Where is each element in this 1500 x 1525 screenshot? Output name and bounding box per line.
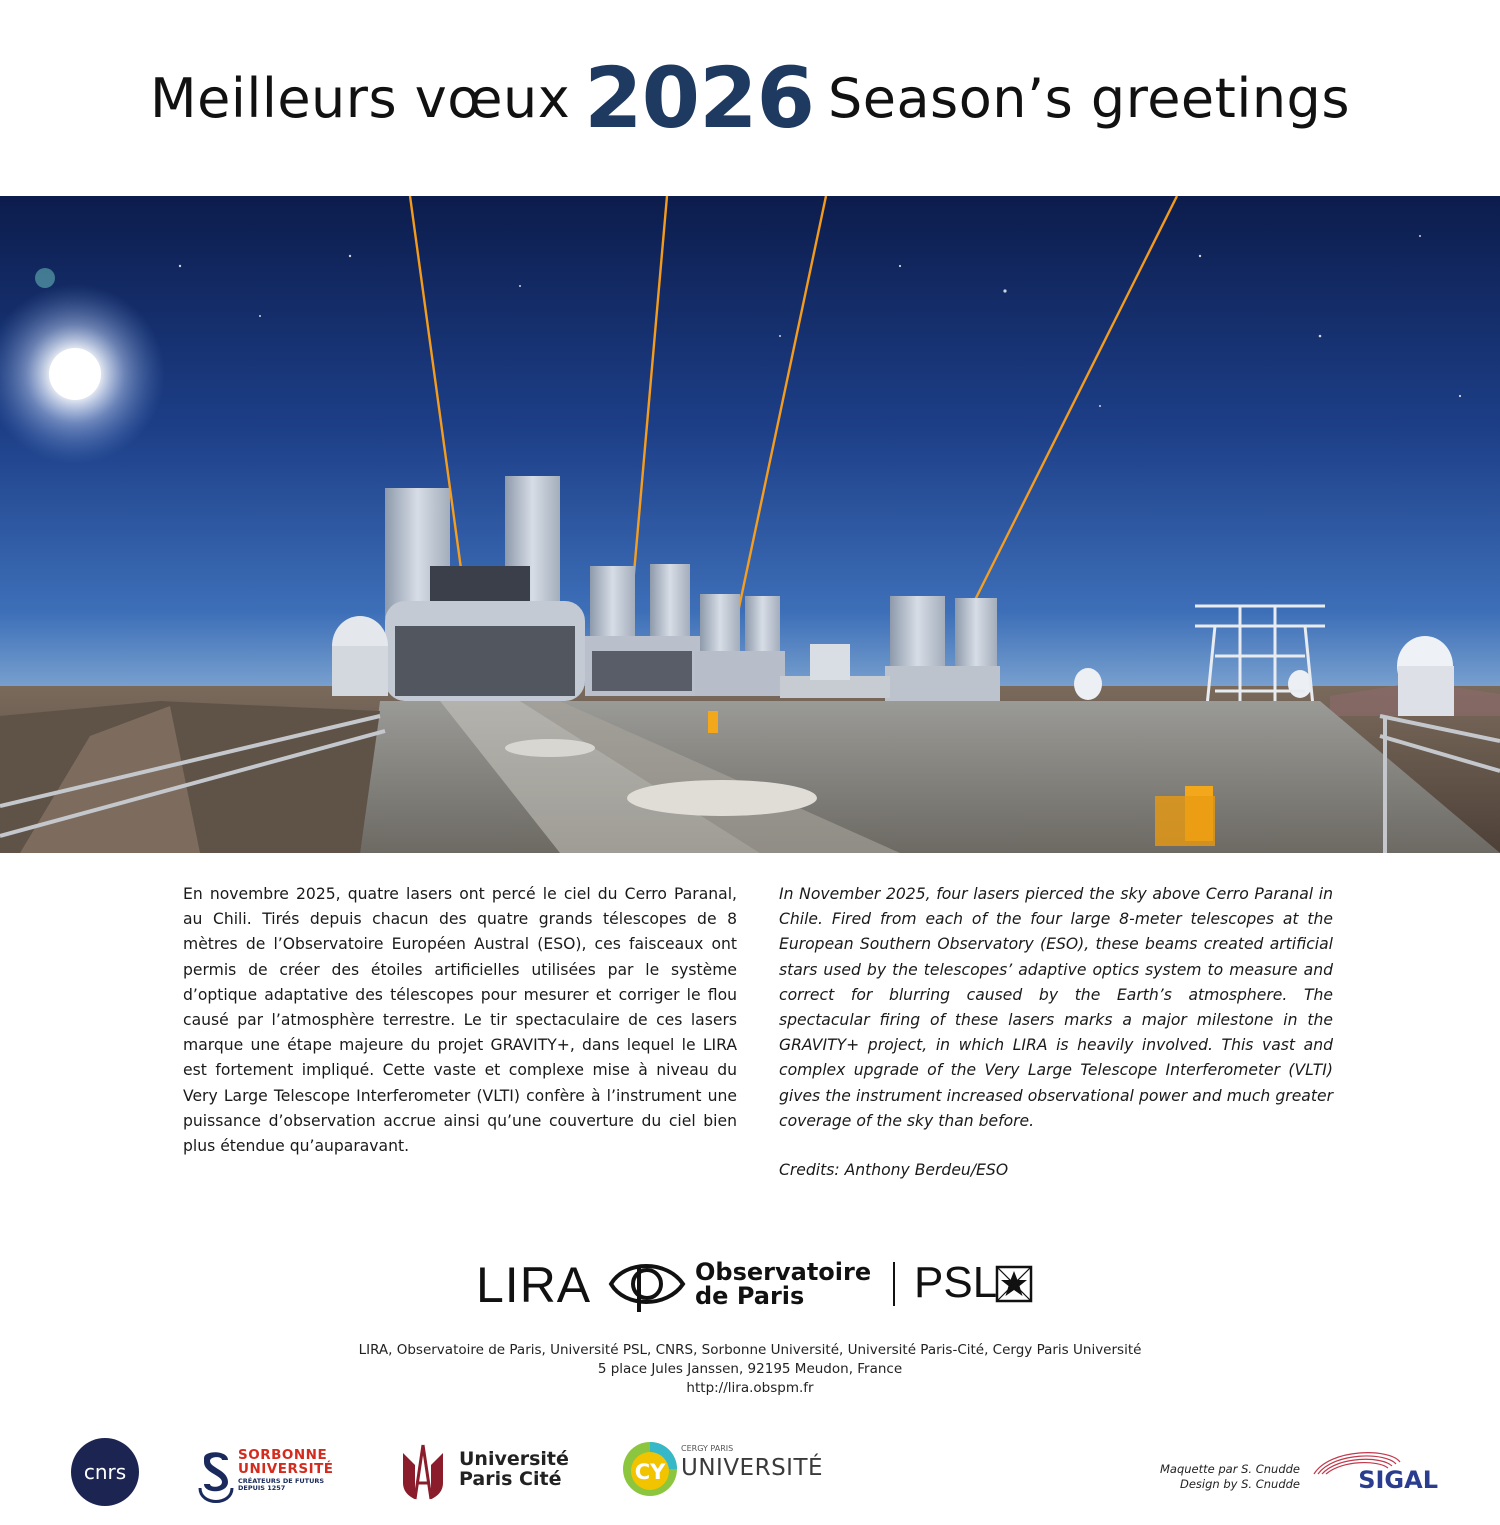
logo-divider: [893, 1262, 895, 1306]
address-url: http://lira.obspm.fr: [686, 1380, 814, 1396]
description-french: En novembre 2025, quatre lasers ont percé le ciel du Cerro Paranal, au Chili. Tirés depuis chacun des quatre grands télescopes de 8 mètres de l’Observatoire Européen Austral (ESO), ces faisceaux ont permis de créer des étoiles artificielles utilisées par le système d’optique adaptative des télescopes pour mesurer et corriger le flou causé par l’atmosphère terrestre. Le tir spectaculaire de ces lasers marque une étape majeure du projet GRAVITY+, dans lequel le LIRA est fortement impliqué. Cette vaste et complexe mise à niveau du Very Large Telescope Interferometer (VLTI) confère à l’instrument une puissance d’observation accrue ainsi qu’une couverture du ciel bien plus étendue qu’auparavant.: [183, 885, 737, 1156]
institution-logos: [0, 1250, 1500, 1322]
description-english: In November 2025, four lasers pierced the sky above Cerro Paranal in Chile. Fired from each of the four large 8-meter telescopes at the European Southern Observatory (ESO), these beams created artificial stars used by the telescopes’ adaptive optics system to measure and correct for blurring caused by the Earth’s atmosphere. The spectacular firing of these lasers marks a major milestone in the GRAVITY+ project, in which LIRA is heavily involved. This vast and complex upgrade of the Very Large Telescope Interferometer (VLTI) gives the instrument increased observational power and much greater coverage of the sky than before.: [779, 885, 1333, 1130]
upc-name: [459, 1449, 569, 1489]
svg-text:SIGAL: SIGAL: [1358, 1466, 1438, 1494]
address-street: 5 place Jules Janssen, 92195 Meudon, France: [597, 1361, 903, 1377]
lab-address: [0, 1341, 1500, 1398]
design-credit-en: Design by S. Cnudde: [1179, 1477, 1300, 1491]
cnrs-logo: [70, 1437, 140, 1511]
upc-tower-icon: [395, 1443, 451, 1501]
upc-line1: Université: [459, 1448, 569, 1470]
cy-mark-icon: [621, 1440, 679, 1498]
observatoire-de-paris-logo: [695, 1260, 871, 1308]
observatory-panorama-image: [0, 196, 1500, 853]
svg-text:CY: CY: [634, 1460, 666, 1484]
cy-name: UNIVERSITÉ: [681, 1455, 824, 1481]
sorbonne-line2: UNIVERSITÉ: [238, 1461, 334, 1477]
title-english: Season’s greetings: [827, 66, 1350, 130]
cnrs-circle-icon: [70, 1437, 140, 1507]
observatoire-eye-icon: [603, 1252, 689, 1316]
sorbonne-tagline: [238, 1478, 324, 1492]
sorbonne-name: [238, 1448, 334, 1476]
cy-top-label: CERGY PARIS: [681, 1444, 734, 1453]
title-year: 2026: [584, 49, 814, 147]
universite-paris-cite-logo: [395, 1443, 569, 1505]
sorbonne-s-icon: [198, 1448, 234, 1506]
svg-text:cnrs: cnrs: [83, 1460, 127, 1484]
cergy-paris-universite-logo: [621, 1440, 824, 1502]
psl-star-icon: [995, 1265, 1033, 1303]
photo-credits: Credits: Anthony Berdeu/ESO: [779, 1161, 1009, 1179]
sorbonne-line1: SORBONNE: [238, 1447, 328, 1463]
observatoire-line1: Observatoire: [695, 1258, 872, 1286]
sigal-logo: [1310, 1448, 1440, 1494]
greeting-header: [0, 0, 1500, 196]
upc-line2: Paris Cité: [459, 1468, 562, 1490]
sorbonne-universite-logo: [198, 1447, 334, 1510]
sorbonne-tag-line1: CRÉATEURS DE FUTURS: [238, 1477, 325, 1485]
design-credit-fr: Maquette par S. Cnudde: [1159, 1462, 1300, 1476]
sorbonne-tag-line2: DEPUIS 1257: [238, 1484, 286, 1492]
design-credit: [1160, 1462, 1300, 1492]
psl-logo: PSL: [914, 1258, 998, 1307]
title-french: Meilleurs vœux: [150, 66, 571, 130]
address-partners: LIRA, Observatoire de Paris, Université PSL, CNRS, Sorbonne Université, Université Paris-Cité, Cergy Paris Université: [358, 1342, 1142, 1358]
lira-logo: LIRA: [476, 1257, 592, 1313]
observatoire-line2: de Paris: [695, 1282, 805, 1310]
